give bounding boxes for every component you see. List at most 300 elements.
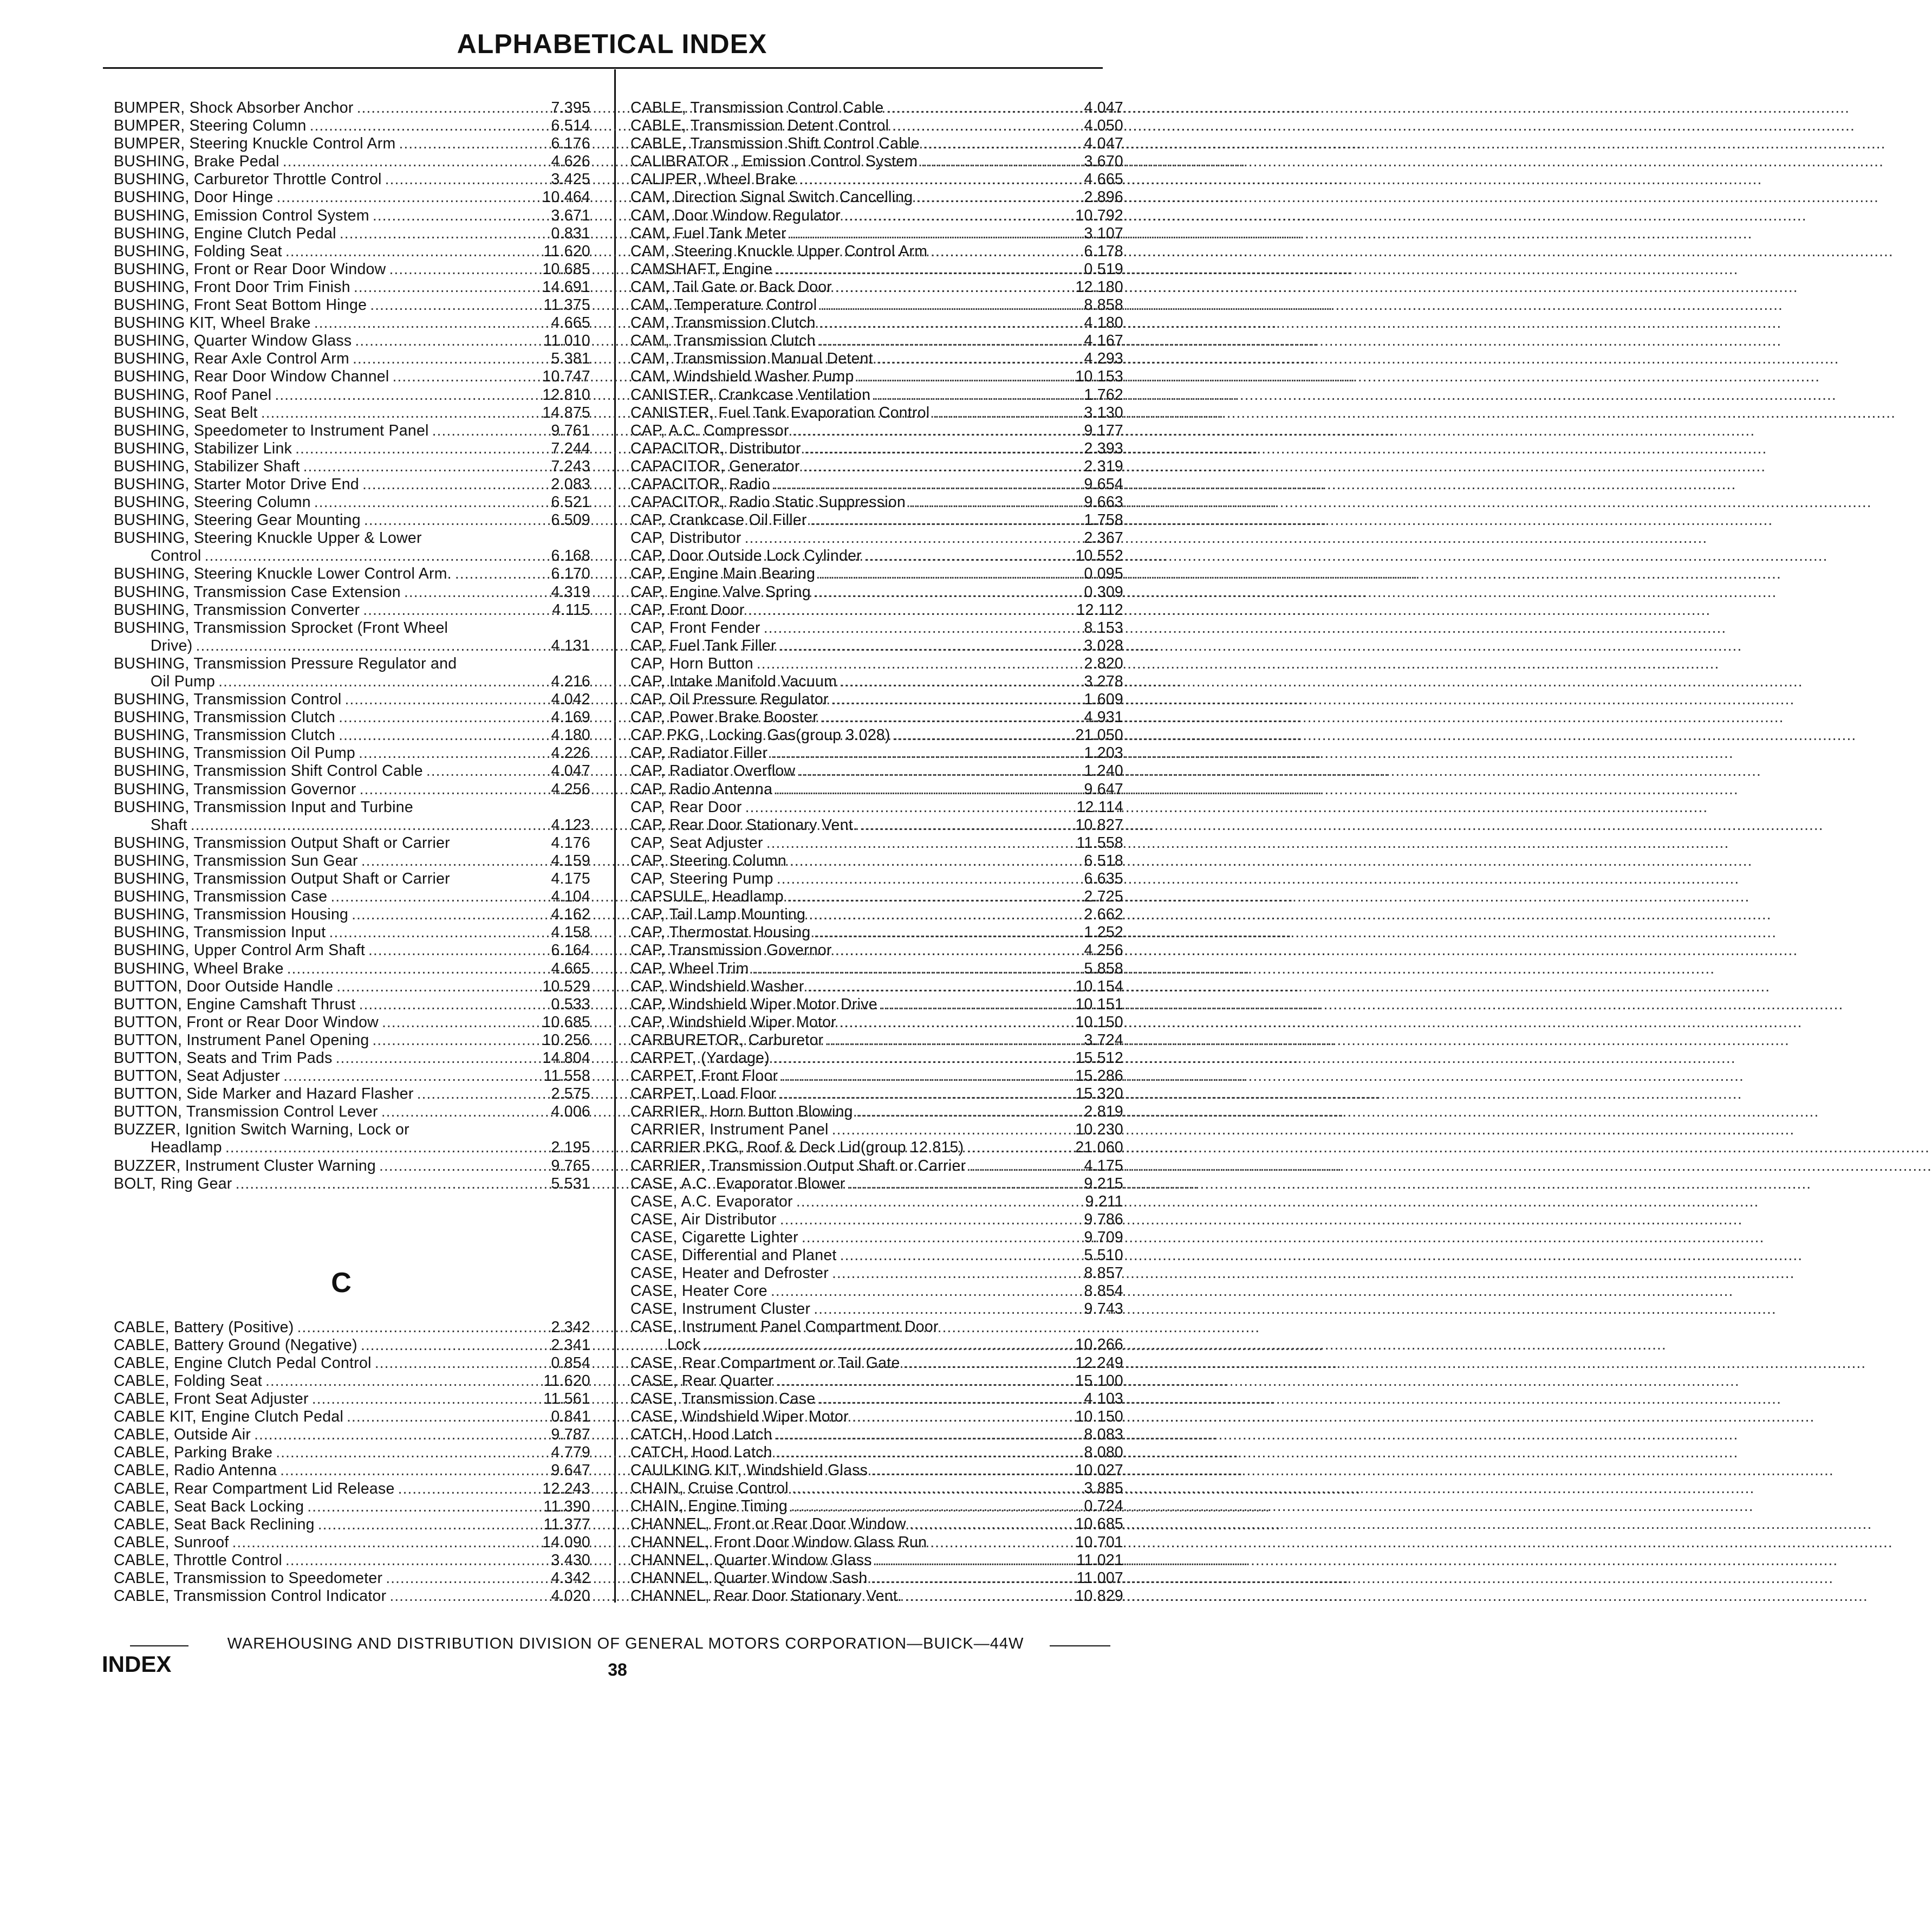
entry-label: CAPACITOR, Generator [630,457,800,475]
entry-label: CAP, Crankcase Oil Filler [630,511,807,529]
entry-label: CAP, Seat Adjuster [630,834,763,852]
index-entry [630,673,1123,691]
index-entry [630,762,1123,780]
entry-label: CAMSHAFT, Engine [630,260,772,278]
entry-page-ref: 9.663 [1084,494,1123,511]
entry-page-ref: 10.829 [1075,1587,1123,1605]
entry-page-ref: 4.047 [1084,135,1123,153]
entry-page-ref: 4.665 [551,314,590,332]
index-entry [630,1175,1123,1193]
index-entry [630,709,1123,727]
entry-page-ref: 11.390 [543,1497,590,1515]
index-entry [630,171,1123,189]
entry-page-ref: 2.342 [551,1318,590,1336]
entry-label: CABLE, Parking Brake [114,1444,273,1462]
entry-label: CABLE, Transmission Control Indicator [114,1587,387,1605]
entry-label: BUSHING, Starter Motor Drive End [114,475,359,493]
index-entry [630,906,1123,924]
entry-label: CAPACITOR, Radio Static Suppression [630,494,906,511]
entry-page-ref: 3.885 [1084,1480,1123,1497]
entry-page-ref: 14.090 [542,1533,590,1551]
index-entry [630,99,1123,117]
index-entry [114,1533,590,1552]
index-entry [114,475,590,494]
dot-leader [764,619,1727,637]
entry-page-ref: 3.670 [1084,153,1123,171]
index-entry [114,494,590,511]
entry-label: CANISTER, Fuel Tank Evaporation Control [630,404,930,421]
index-entry [630,816,1123,834]
entry-label: CABLE, Seat Back Locking [114,1497,304,1515]
entry-page-ref: 4.158 [551,924,590,942]
entry-page-ref: 6.509 [551,511,590,529]
right-column [630,99,1123,1605]
entry-page-ref: 0.724 [1084,1497,1123,1515]
dot-leader [796,1193,1759,1211]
index-entry [630,1497,1123,1515]
entry-page-ref: 11.620 [543,242,590,260]
entry-page-ref: 5.858 [1084,959,1123,977]
index-entry [630,1247,1123,1264]
entry-label: BUSHING, Transmission Case Extension [114,583,401,601]
dot-leader [752,960,1715,978]
index-entry [114,99,590,117]
entry-page-ref: 10.552 [1075,547,1123,565]
entry-label: CASE, A.C. Evaporator [630,1192,793,1210]
dot-leader [792,1480,1755,1497]
entry-label: CABLE KIT, Engine Clutch Pedal [114,1408,344,1426]
index-entry [114,171,590,189]
entry-label: BUSHING, Steering Column [114,494,311,511]
entry-page-ref: 10.027 [1075,1462,1123,1480]
entry-label: BUSHING, Transmission Shift Control Cable [114,762,423,780]
entry-label: CAPSULE, Headlamp [630,888,784,906]
entry-label: CABLE, Throttle Control [114,1551,282,1569]
entry-label: CAPACITOR, Radio [630,475,770,493]
dot-leader [766,834,1729,852]
entry-label: BUSHING, Door Hinge [114,189,274,206]
dot-leader [820,296,1783,314]
entry-page-ref: 0.831 [551,224,590,242]
entry-label: BUZZER, Ignition Switch Warning, Lock or [114,1121,409,1139]
dot-leader [832,691,1795,709]
index-entry [114,1426,590,1444]
entry-page-ref: 3.724 [1084,1031,1123,1049]
section-spacer [114,1193,569,1247]
index-entry [630,1533,1123,1552]
entry-page-ref: 11.561 [543,1390,590,1408]
index-entry [114,511,590,529]
dot-leader [849,1175,1812,1193]
entry-page-ref: 9.709 [1084,1228,1123,1246]
entry-label: CAP, Rear Door Stationary Vent. [630,816,858,834]
entry-label: BUSHING, Speedometer to Instrument Panel [114,421,429,439]
footer-rule-right [1050,1645,1110,1646]
entry-page-ref: 8.083 [1084,1425,1123,1443]
entry-page-ref: 12.810 [542,386,590,404]
entry-page-ref: 10.256 [542,1031,590,1049]
index-entry [630,1551,1123,1569]
index-entry [630,1192,1123,1211]
dot-leader [892,117,1855,135]
entry-page-ref: 6.518 [1084,852,1123,870]
entry-label: CAM, Windshield Washer Pump [630,368,854,386]
entry-page-ref: 7.244 [551,439,590,457]
entry-label: BUSHING, Transmission Sun Gear [114,852,358,870]
index-entry [114,1497,590,1516]
dot-leader [745,529,1708,547]
entry-page-ref: 4.175 [1084,1157,1123,1175]
entry-page-ref: 8.858 [1084,296,1123,314]
index-entry [114,1067,590,1085]
entry-page-ref: 10.827 [1075,816,1123,834]
entry-label: BUSHING, Transmission Governor [114,780,356,798]
entry-page-ref: 15.286 [1075,1067,1123,1085]
entry-page-ref: 10.747 [542,368,590,386]
entry-label: CAP, A.C. Compressor [630,421,789,439]
entry-label: BUSHING, Quarter Window Glass [114,332,352,350]
index-entry [630,619,1123,637]
index-entry [630,421,1123,440]
entry-page-ref: 4.180 [1084,314,1123,332]
entry-label: BUSHING, Transmission Input [114,924,326,942]
entry-page-ref: 10.792 [1075,206,1123,224]
index-entry [630,1318,1020,1336]
index-entry [630,1210,1123,1229]
entry-page-ref: 4.293 [1084,350,1123,368]
entry-label: BUSHING, Transmission Housing [114,906,349,924]
index-entry [114,727,590,744]
dot-leader [840,673,1803,691]
entry-label: CAP, Fuel Tank Filler [630,637,776,654]
entry-label: CASE, Rear Compartment or Tail Gate [630,1354,900,1372]
entry-label: BUSHING, Front Seat Bottom Hinge [114,296,367,314]
entry-page-ref: 2.575 [551,1085,590,1103]
entry-label: CARRIER, Transmission Output Shaft or Carrier [630,1157,966,1175]
entry-page-ref: 15.320 [1075,1085,1123,1103]
entry-page-ref: 3.425 [551,171,590,189]
entry-label: CAP, Steering Pump [630,870,773,888]
entry-page-ref: 4.342 [551,1569,590,1587]
index-entry [114,995,590,1014]
index-entry [630,1354,1123,1372]
entry-label: CAM, Door Window Regulator [630,206,841,224]
entry-page-ref: 9.743 [1084,1300,1123,1318]
entry-label: BUSHING, Roof Panel [114,386,272,404]
entry-page-ref: 3.671 [551,206,590,224]
entry-page-ref: 0.841 [551,1408,590,1426]
index-entry [114,1551,590,1569]
entry-page-ref: 9.177 [1084,421,1123,439]
entry-page-ref: 11.377 [543,1515,590,1533]
index-entry [114,1139,590,1157]
index-entry [630,1515,1123,1533]
entry-page-ref: 7.395 [551,99,590,116]
entry-page-ref: 3.028 [1084,637,1123,654]
dot-leader [852,1408,1815,1426]
entry-page-ref: 4.169 [551,709,590,727]
index-entry [630,1390,1123,1408]
entry-page-ref: 4.931 [1084,709,1123,727]
index-entry [114,439,590,458]
entry-page-ref: 7.243 [551,457,590,475]
dot-leader [777,1372,1740,1390]
entry-label: CHAIN, Engine Timing [630,1497,788,1515]
entry-page-ref: 11.558 [543,1067,590,1085]
entry-label: Drive) [151,637,193,654]
dot-leader [779,637,1742,655]
entry-page-ref: 15.512 [1075,1049,1123,1067]
index-entry [114,691,590,709]
entry-page-ref: 5.381 [551,350,590,368]
entry-page-ref: 6.521 [551,494,590,511]
entry-label: Shaft [151,816,187,834]
entry-page-ref: 9.765 [551,1157,590,1175]
entry-label: CASE, Heater Core [630,1282,767,1300]
entry-label: CAPACITOR, Distributor [630,439,801,457]
entry-label: BUSHING, Front or Rear Door Window [114,260,386,278]
entry-page-ref: 5.531 [551,1175,590,1192]
entry-page-ref: 4.006 [551,1103,590,1121]
entry-label: CASE, Rear Quarter [630,1372,774,1390]
entry-page-ref: 6.176 [551,135,590,153]
entry-label: CANISTER, Crankcase Ventilation [630,386,871,404]
dot-leader [871,1462,1834,1480]
entry-page-ref: 9.787 [551,1426,590,1444]
entry-page-ref: 4.665 [1084,171,1123,189]
entry-page-ref: 3.430 [551,1551,590,1569]
entry-label: CAP, Tail Lamp Mounting [630,906,806,924]
index-entry [114,332,590,350]
entry-page-ref: 11.021 [1076,1551,1123,1569]
index-entry [114,709,590,727]
entry-page-ref: 4.103 [1084,1390,1123,1407]
index-entry [114,457,590,476]
dot-leader [887,99,1850,117]
entry-page-ref: 11.620 [543,1372,590,1390]
index-entry [114,619,493,637]
entry-label: CAULKING KIT, Windshield Glass [630,1462,868,1480]
entry-label: CASE, Instrument Cluster [630,1300,811,1318]
entry-label: BUSHING, Transmission Pressure Regulator and [114,654,457,672]
index-entry [630,924,1123,942]
index-entry [114,942,590,959]
entry-page-ref: 4.256 [551,780,590,798]
index-entry [630,1264,1123,1282]
footer-division-text: WAREHOUSING AND DISTRIBUTION DIVISION OF GENERAL MOTORS CORPORATION—BUICK—44W [227,1635,1024,1652]
entry-page-ref: 4.123 [551,816,590,834]
entry-label: CAP, Engine Main Bearing [630,565,816,583]
entry-label: BUSHING, Carburetor Throttle Control [114,171,382,189]
dot-leader [748,601,1711,619]
index-entry [630,1444,1123,1462]
entry-page-ref: 10.685 [542,1013,590,1031]
entry-page-ref: 2.725 [1084,888,1123,906]
entry-page-ref: 15.100 [1075,1372,1123,1390]
index-entry [630,1587,1123,1605]
index-entry [114,583,590,601]
entry-page-ref: 6.164 [551,942,590,959]
entry-label: CATCH, Hood Latch [630,1444,772,1462]
dot-leader [804,440,1767,458]
index-entry [630,332,1123,350]
entry-label: BUSHING, Wheel Brake [114,959,284,977]
entry-label: BUSHING, Transmission Output Shaft or Carrier [114,834,450,852]
entry-label: BUSHING, Emission Control System [114,206,369,224]
index-entry [630,1372,1123,1390]
dot-leader [792,422,1755,440]
entry-page-ref: 4.131 [551,637,590,654]
index-entry [630,1462,1123,1480]
entry-label: BUSHING, Steering Knuckle Lower Control Arm. [114,565,452,583]
entry-label: BUSHING, Transmission Sprocket (Front Wheel [114,619,448,637]
entry-label: BUSHING, Rear Axle Control Arm [114,350,349,368]
dot-leader [704,1336,1667,1354]
entry-label: BUSHING, Seat Belt [114,404,258,421]
entry-label: CAP, Thermostat Housing [630,924,811,942]
index-entry [114,547,590,565]
entry-label: CAM, Transmission Manual Detent [630,350,873,368]
entry-page-ref: 4.256 [1084,942,1123,959]
entry-label: CAM, Direction Signal Switch Cancelling [630,189,913,206]
index-entry [630,959,1123,978]
entry-label: CAP, Windshield Wiper Motor Drive [630,995,877,1013]
entry-page-ref: 4.104 [551,888,590,906]
index-entry [114,1372,590,1390]
index-entry [630,1336,1123,1354]
entry-label: CARPET, (Yardage) [630,1049,770,1067]
dot-leader [827,1032,1790,1049]
dot-leader [802,1229,1765,1247]
entry-page-ref: 10.150 [1075,1407,1123,1425]
entry-page-ref: 10.685 [1075,1515,1123,1533]
dot-leader [798,762,1761,780]
index-entry [114,1408,590,1426]
entry-page-ref: 2.367 [1084,529,1123,547]
entry-page-ref: 11.375 [543,296,590,314]
entry-page-ref: 10.266 [1075,1336,1123,1354]
c-entries-list-continued [630,99,1123,1605]
index-entry [114,278,590,296]
index-entry [114,977,590,996]
index-entry [630,350,1123,368]
entry-label: CHANNEL, Rear Door Stationary Vent. [630,1587,902,1605]
index-entry [630,475,1123,494]
entry-page-ref: 4.047 [1084,99,1123,116]
entry-label: CABLE, Front Seat Adjuster [114,1390,309,1408]
entry-page-ref: 10.153 [1075,368,1123,386]
index-entry [114,601,590,619]
entry-label: BUSHING, Transmission Case [114,888,328,906]
dot-leader [771,744,1734,762]
entry-label: CHAIN, Cruise Control [630,1480,789,1497]
entry-page-ref: 1.203 [1084,744,1123,762]
page-number: 38 [608,1660,627,1679]
entry-label: CABLE, Transmission Shift Control Cable [630,135,920,153]
dot-leader [819,314,1782,332]
index-entry [630,1085,1123,1103]
entry-page-ref: 0.533 [551,995,590,1013]
entry-label: BUSHING, Engine Clutch Pedal [114,224,336,242]
index-entry [630,529,1123,547]
index-entry [114,260,590,278]
dot-leader [791,1497,1754,1515]
index-entry [114,314,590,332]
entry-page-ref: 4.175 [551,870,590,888]
entry-label: BUSHING, Stabilizer Link [114,439,292,457]
dot-leader [781,1067,1744,1085]
index-entry [630,798,1123,816]
index-entry [114,529,493,547]
index-entry [114,816,590,834]
index-entry [630,1031,1123,1049]
entry-label: CABLE, Battery Ground (Negative) [114,1336,357,1354]
c-entries-list [114,1318,590,1606]
index-entry [114,655,493,673]
index-entry [630,942,1123,959]
dot-leader [835,278,1798,296]
entry-label: CHANNEL, Front or Rear Door Window [630,1515,906,1533]
dot-leader [865,547,1828,565]
index-entry [114,135,590,153]
index-entry [114,924,590,942]
index-entry [114,1103,590,1121]
entry-label: CAM, Transmission Clutch [630,332,816,350]
entry-label: BUSHING, Brake Pedal [114,153,279,171]
index-entry [114,206,590,225]
index-entry [630,637,1123,655]
entry-label: CAP, Door Outside Lock Cylinder [630,547,862,565]
entry-page-ref: 6.514 [551,117,590,135]
entry-label: BUTTON, Side Marker and Hazard Flasher [114,1085,414,1103]
entry-page-ref: 6.168 [551,547,590,565]
index-entry [630,654,1123,673]
index-entry [630,1103,1123,1121]
entry-label: BUSHING, Front Door Trim Finish [114,278,350,296]
entry-page-ref: 21.050 [1075,727,1123,744]
index-entry [630,135,1123,153]
entry-page-ref: 9.654 [1084,475,1123,493]
dot-leader [818,565,1781,583]
dot-leader [814,1300,1777,1318]
entry-label: CASE, A.C. Evaporator Blower [630,1175,845,1192]
entry-page-ref: 4.047 [551,762,590,780]
dot-leader [810,511,1773,529]
dot-leader [894,727,1857,744]
entry-label: Headlamp [151,1139,222,1157]
entry-page-ref: 6.178 [1084,242,1123,260]
entry-page-ref: 0.309 [1084,583,1123,601]
index-entry [630,278,1123,296]
entry-label: CASE, Instrument Panel Compartment Door [630,1318,939,1336]
index-entry [630,565,1123,583]
entry-label: BUSHING, Transmission Oil Pump [114,744,356,762]
entry-label: BUSHING, Folding Seat [114,242,282,260]
entry-label: BUSHING, Rear Door Window Channel [114,368,389,386]
entry-page-ref: 8.153 [1084,619,1123,637]
entry-label: CASE, Cigarette Lighter [630,1228,798,1246]
entry-page-ref: 10.701 [1075,1533,1123,1551]
dot-leader [856,1103,1819,1121]
dot-leader [787,888,1750,906]
entry-label: CABLE, Transmission Detent Control [630,117,889,135]
index-entry [630,494,1123,511]
entry-page-ref: 1.252 [1084,924,1123,942]
dot-leader [881,996,1844,1014]
entry-page-ref: 2.319 [1084,457,1123,475]
entry-label: BUMPER, Shock Absorber Anchor [114,99,354,116]
page-title: ALPHABETICAL INDEX [457,29,767,59]
